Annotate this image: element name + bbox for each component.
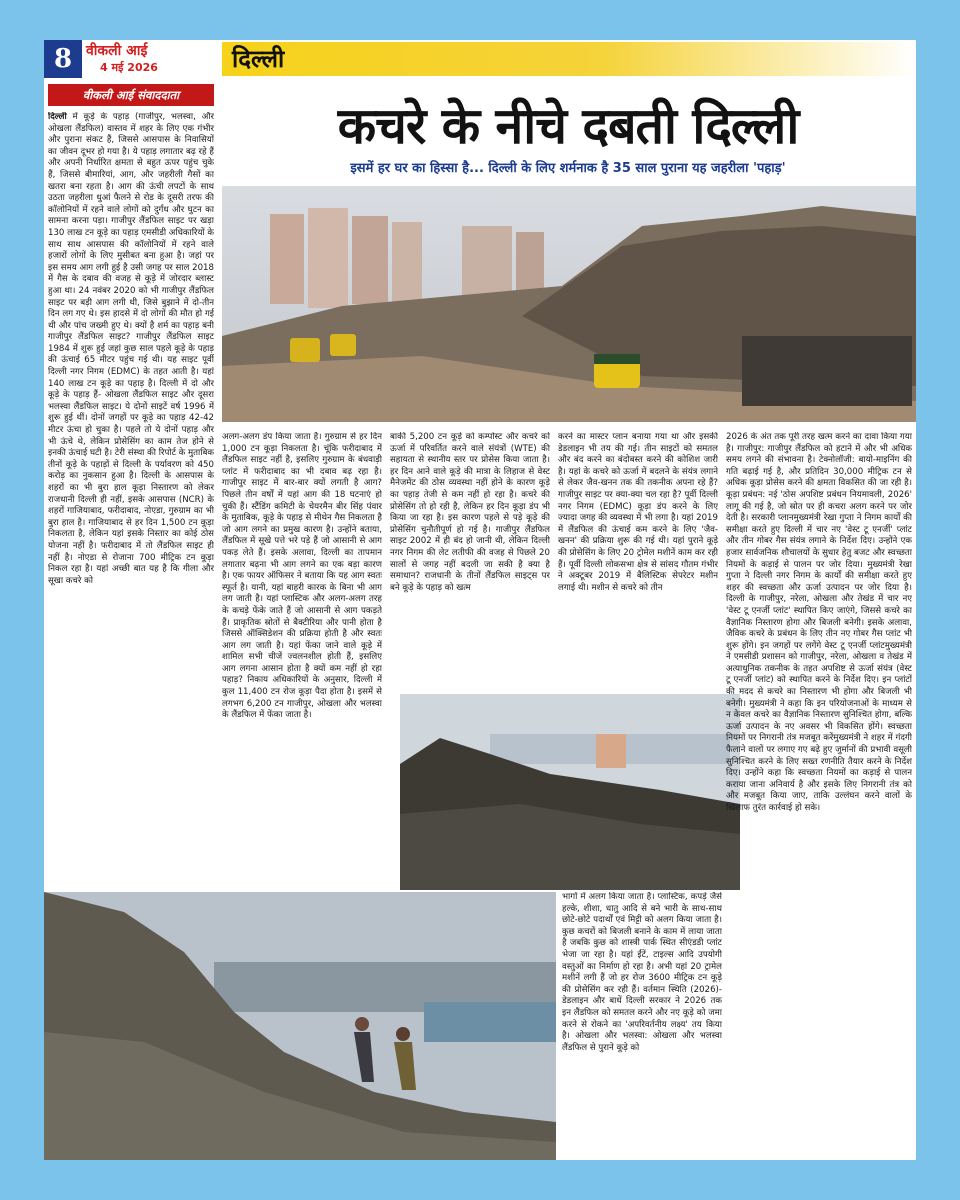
section-band — [222, 42, 916, 76]
article-paragraph — [48, 112, 214, 587]
column-text: 2026 के अंत तक पूरी तरह खत्म करने का दावा किया गया है। गाजीपुर: गाजीपुर लैंडफिल को हटाने में और भी अधिक समय लगने की संभावना है। टेक्नोलॉजी: बायो-माइनिंग की गति बढ़ाई गई है, और प्रतिदिन 30,000 मीट्रिक टन से अधिक कूड़ा प्रोसेस करने की क्षमता विकसित की जा रही है। कूड़ा प्रबंधन: नई 'ठोस अपशिष्ट प्रबंधन नियमावली, 2026' लागू की गई है, जो स्रोत पर ही कचरा अलग करने पर जोर देती है। सरकारी प्लानमुख्यमंत्री रेखा गुप्ता ने निगम कार्यों की समीक्षा करते हुए दिल्ली में चार नए 'वेस्ट टू एनर्जी' प्लांट और तीन गोबर गैस संयंत्र लगाने के निर्देश दिए। उन्होंने एक हजार सार्वजनिक शौचालयों के सुधार हेतु बजट और स्वच्छता नियमों के कड़ाई से पालन पर जोर दिया। मुख्यमंत्री रेखा गुप्ता ने दिल्ली नगर निगम के कार्यों की समीक्षा करते हुए शहर की स्वच्छता और ऊर्जा उत्पादन पर जोर दिया है। दिल्ली के गाजीपुर, नरेला, ओखला और तेखंड में चार नए 'वेस्ट टू एनर्जी प्लांट' स्थापित किए जाएंगे, जिससे कचरे का वैज्ञानिक निस्तारण होगा और बिजली बनेगी। इसके अलावा, जैविक कचरे के प्रबंधन के लिए तीन नए गोबर गैस प्लांट भी शुरू होंगे। इन जगहों पर लगेंगे वेस्ट टू एनर्जी प्लांटमुख्यमंत्री ने एमसीडी प्रशासन को गाजीपुर, नरेला, ओखला व तेखंड में अत्याधुनिक तकनीक के तहत अपशिष्ट से ऊर्जा संयंत्र (वेस्ट टू एनर्जी प्लांट) को स्थापित करने के निर्देश दिए। इन प्लांटों की मदद से कचरे का निस्तारण भी होगा और बिजली भी बनेगी। मुख्यमंत्री ने कहा कि इन परियोजनाओं के माध्यम से न केवल कचरे का वैज्ञानिक निस्तारण सुनिश्चित होगा, बल्कि ऊर्जा उत्पादन के नए अवसर भी विकसित होंगे। स्वच्छता नियमों पर निगरानी तंत्र मजबूत करेंमुख्यमंत्री ने शहर में गंदगी फैलाने वालों पर लगाए गए बढ़े हुए जुर्मानों की प्रभावी वसूली सुनिश्चित करने के लिए सख्त रणनीति तैयार करने के निर्देश दिए। उन्होंने कहा कि स्वच्छता नियमों का कड़ाई से पालन कराया जाना अनिवार्य है और इसके लिए निगरानी तंत्र को और मजबूत किया जाए, ताकि उल्लंघन करने वालों के खिलाफ तुरंत कार्रवाई हो सके। — [726, 432, 912, 813]
article-column-2 — [222, 432, 382, 882]
article-column-6 — [726, 432, 912, 1156]
brand-name: वीकली आई — [86, 43, 148, 59]
brand-block — [82, 40, 222, 78]
article-column-1 — [48, 112, 214, 882]
page-header — [44, 40, 916, 78]
middle-photo — [400, 694, 740, 890]
page-number: 8 — [44, 40, 82, 78]
headline: कचरे के नीचे दबती दिल्ली — [337, 97, 799, 155]
section-title: दिल्ली — [232, 45, 285, 73]
column-text: में कूड़े के पहाड़ (गाजीपुर, भलस्वा, और ओखला लैंडफिल) वास्तव में शहर के लिए एक गंभीर और पुराना संकट हैं, जिससे आसपास के निवासियों का जीवन दूभर हो गया है। ये पहाड़ लगातार बढ़ रहे हैं और अपनी निर्धारित क्षमता से बहुत ऊपर पहुंच चुके हैं, जिससे बीमारियां, आग, और जहरीली गैसों का खतरा बना रहता है। आग की ऊंची लपटों के साथ उठता जहरीला धुआं फैलने से रोड के दूसरी तरफ की कॉलोनियों में रहने वाले लोगों को दुर्गंध और घुटन का सामना करना पड़ा। गाजीपुर लैंडफिल साइट पर खड़ा 130 लाख टन कूड़े का पहाड़ एमसीडी अधिकारियों के साथ साथ आसपास की कॉलोनियों में रहने वाले हजारों लोगों के लिए मुसीबत बना हुआ है। जहां पर इस समय आग लगी हुई है उसी जगह पर साल 2018 में गैस के दबाव की वजह से कूड़े में जोरदार ब्लास्ट हुआ था। 24 नवंबर 2020 को भी गाजीपुर लैंडफिल साइट पर बड़ी आग लगी थी, जिसे बुझाने में दो-तीन दिन लग गए थे। इस हादसे में दो लोगों की मौत हो गई थी और पांच जख्मी हुए थे। क्यों है शर्म का पहाड़ बनी गाजीपुर लैंडफिल साइट? गाजीपुर लैंडफिल साइट 1984 में शुरू हुई जहां कुछ साल पहले कूड़े के पहाड़ की ऊंचाई 65 मीटर पहुंच गई थी। यह साइट पूर्वी दिल्ली नगर निगम (EDMC) के तहत आती है। यहां 140 लाख टन कूड़े का पहाड़ है। दिल्ली में दो और कूड़े के पहाड़ हैं- ओखला लैंडफिल साइट और दूसरा भलस्वा लैंडफिल साइट। ये दोनों साइटें वर्ष 1996 में शुरू हुई थीं। दोनों जगहों पर कूड़े का पहाड़ 42-42 मीटर ऊंचा हो चुका है। पहले तो ये दोनों पहाड़ और भी ऊंचे थे, लेकिन प्रोसेसिंग का काम तेज होने से इनकी ऊंचाई घटी है। टेरी संस्था की रिपोर्ट के मुताबिक तीनों कूड़े के पहाड़ों से दिल्ली के पर्यावरण को 450 करोड़ का नुकसान हुआ है। दिल्ली के आसपास के शहरों का भी बुरा हाल कूड़ा निस्तारण को लेकर राजधानी दिल्ली ही नहीं, इसके आसपास (NCR) के शहरों गाजियाबाद, फरीदाबाद, नोएडा, गुरुग्राम का भी बुरा हाल है। गाजियाबाद से हर दिन 1,500 टन कूड़ा निकलता है, लेकिन यहां इसके निस्तार का कोई ठोस योजना नहीं है। फरीदाबाद में तो लैंडफिल साइट ही नहीं है। नोएडा से रोजाना 700 मीट्रिक टन कूड़ा निकल रहा है। यहां अच्छी बात यह है कि गीला और सूखा कचरे को — [48, 112, 214, 586]
column-text: करने का मास्टर प्लान बनाया गया था और इसकी डेडलाइन भी तय की गई। तीन साइटों को समतल और बंद करने का बंदोबस्त करने की कोशिश जारी है। यहां के कचरे को ऊर्जा में बदलने के संयंत्र लगाने से लेकर जैव-खनन तक की तकनीक अपना रहे हैं? गाजीपुर साइट पर क्या-क्या चल रहा है? पूर्वी दिल्ली नगर निगम (EDMC) कूड़ा डंप करने के लिए ज्यादा जगह की व्यवस्था में भी लगा है। यहां 2019 में लैंडफिल की ऊंचाई कम करने के लिए 'जैव-खनन' की प्रक्रिया शुरू की गई थी। यहां पुराने कूड़े की प्रोसेसिंग के लिए 20 ट्रोमेल मशीनें काम कर रही हैं। पूर्वी दिल्ली लोकसभा क्षेत्र से सांसद गौतम गंभीर ने अक्टूबर 2019 में बैलिस्टिक सेपरेटर मशीन लगाई थी। मशीन से कचरे को तीन — [558, 432, 718, 593]
article-column-3 — [390, 432, 550, 692]
column-text: भागों में अलग किया जाता है। प्लास्टिक, कपड़े जैसे हल्के, शीशा, धातु आदि से बने भारी के साथ-साथ छोटे-छोटे पदार्थों एवं मिट्टी को अलग किया जाता है। कुछ कचरों को बिजली बनाने के काम में लाया जाता है जबकि कुछ को शास्त्री पार्क स्थित सीएंडडी प्लांट भेजा जा रहा है। यहां ईंटें, टाइल्स आदि उपयोगी वस्तुओं का निर्माण हो रहा है। अभी यहां 20 ट्रामेल मशीनें लगी हैं जो हर रोज 3600 मीट्रिक टन कूड़े की प्रोसेसिंग कर रही हैं। वर्तमान स्थिति (2026)- डेडलाइन और बाधें दिल्ली सरकार ने 2026 तक इन लैंडफिल को समतल करने और नए कूड़े को जमा करने से रोकने का 'अपरिवर्तनीय लक्ष्य' तय किया है। ओखला और भलस्वा: ओखला और भलस्वा लैंडफिल से पुराने कूड़े को — [562, 892, 722, 1053]
article-column-5 — [562, 892, 722, 1156]
bottom-photo — [44, 892, 556, 1160]
newspaper-page — [44, 40, 916, 1160]
subheadline: इसमें हर घर का हिस्सा है... दिल्ली के लिए शर्मनाक है 35 साल पुराना यह जहरीला 'पहाड़' — [350, 161, 786, 176]
lead-word: दिल्ली — [48, 112, 67, 122]
main-photo — [222, 186, 916, 422]
issue-date: 4 मई 2026 — [100, 61, 158, 74]
column-text: अलग-अलग डंप किया जाता है। गुरुग्राम से हर दिन 1,000 टन कूड़ा निकलता है। चूंकि फरीदाबाद में लैंडफिल साइट नहीं है, इसलिए गुरुग्राम के बंधवाड़ी प्लांट में फरीदाबाद का भी दबाव बढ़ रहा है। गाजीपुर साइट में बार-बार क्यों लगती है आग? पिछले तीन वर्षों में यहां आग की 18 घटनाएं हो चुकी हैं। स्टैंडिंग कमिटी के चेयरमैन बीर सिंह पंवार के मुताबिक, कूड़े के पहाड़ से मीथेन गैस निकलता है जो आग लगने का प्रमुख कारण है। उन्होंने बताया, लैंडफिल में सूखे पत्ते भरे पड़े हैं जो आसानी से आग पकड़ लेते हैं। इसके अलावा, दिल्ली का तापमान लगातार बढ़ना भी आग लगने का एक बड़ा कारण है। एक फायर ऑफिसर ने बताया कि यह आग स्वतः स्फूर्त है। यानी, यहां बाहरी कारक के बिना भी आग लग जाती है। यहां प्लास्टिक और अलग-अलग तरह के कचड़े फेंके जाते हैं जो आसानी से आग पकड़ते हैं। प्राकृतिक स्रोतों से बैक्टीरिया और पानी होता है जिससे ऑक्सिडेशन की प्रक्रिया होती है और स्वतः आग लग जाती है। यहां फेंका जाने वाले कूड़े में शामिल सभी चीजें ज्वलनशील होती हैं, इसलिए आग लगना आसान होता है क्यों कम नहीं हो रहा पहाड़? निकाय अधिकारियों के अनुसार, दिल्ली में कुल 11,400 टन रोज कूड़ा पैदा होता है। इसमें से लगभग 6,200 टन गाजीपुर, ओखला और भलस्वा के लैंडफिल में फेंका जाता है। — [222, 432, 382, 721]
column-text: बाकी 5,200 टन कूड़े को कम्पोस्ट और कचरे को ऊर्जा में परिवर्तित करने वाले संयंत्रों (WTE) की सहायता से स्थानीय स्तर पर प्रोसेस किया जाता है। हर दिन आने वाले कूड़े की मात्रा के लिहाज से वेस्ट मैनेजमेंट की ठोस व्यवस्था नहीं होने के कारण कूड़े का पहाड़ तेजी से कम नहीं हो रहा है। कचरे की प्रोसेसिंग तो हो रही है, लेकिन हर दिन कूड़ा डंप भी किया जा रहा है। इस कारण पहले से पड़े कूड़े की प्रोसेसिंग चुनौतीपूर्ण हो गई है। गाजीपुर लैंडफिल साइट 2002 में ही बंद हो जानी थी, लेकिन दिल्ली नगर निगम की लेट लतीफी की वजह से पिछले 20 सालों से जगह नहीं बदली जा सकी है क्या है समाधान? राजधानी के तीनों लैंडफिल साइट्स पर बने कूड़े के पहाड़ को खत्म — [390, 432, 550, 593]
article-column-4 — [558, 432, 718, 692]
byline: वीकली आई संवाददाता — [48, 84, 214, 106]
